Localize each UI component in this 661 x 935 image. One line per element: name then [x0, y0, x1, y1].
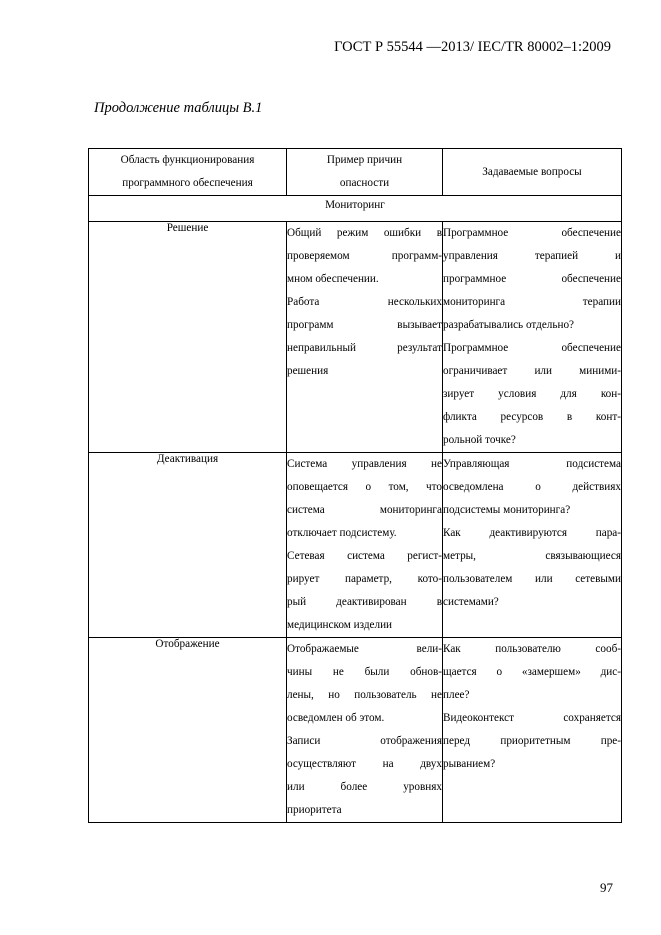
page-number: 97: [600, 880, 613, 895]
cause-line: оповещается о том, что: [287, 481, 442, 493]
section-row: [89, 196, 622, 222]
column-header-cause: [287, 149, 443, 196]
cause-line: Общий режим ошибки в: [287, 227, 442, 239]
question-line: управления терапией и: [443, 250, 621, 262]
cause-line: проверяемом программ-: [287, 250, 442, 262]
row-causes: [287, 453, 443, 638]
question-line: Управляющая подсистема: [443, 458, 621, 470]
column-header-line: программного обеспечения: [122, 177, 253, 189]
row-causes: [287, 638, 443, 823]
table-caption: Продолжение таблицы B.1: [94, 100, 263, 116]
table-row: [89, 638, 622, 823]
question-line: Видеоконтекст сохраняется: [443, 712, 621, 724]
row-area: Решение: [89, 222, 287, 453]
row-questions: [443, 638, 622, 823]
question-line: фликта ресурсов в конт-: [443, 411, 621, 423]
cause-line: мном обеспечении.: [287, 273, 379, 285]
hazard-table: [88, 148, 622, 823]
cause-line: Записи отображения: [287, 735, 442, 747]
row-questions: [443, 453, 622, 638]
question-line: плее?: [443, 689, 470, 701]
question-line: подсистемы мониторинга?: [443, 504, 571, 516]
question-line: мониторинга терапии: [443, 296, 621, 308]
cause-line: или более уровнях: [287, 781, 442, 793]
question-line: Как деактивируются пара-: [443, 527, 621, 539]
row-causes: [287, 222, 443, 453]
question-line: рыванием?: [443, 758, 496, 770]
cause-line: приоритета: [287, 804, 342, 816]
question-line: ограничивает или миними-: [443, 365, 621, 377]
question-line: Программное обеспечение: [443, 227, 621, 239]
cause-line: Система управления не: [287, 458, 442, 470]
cause-line: Работа нескольких: [287, 296, 442, 308]
table-row: [89, 453, 622, 638]
cause-line: рирует параметр, кото-: [287, 573, 442, 585]
column-header-area: [89, 149, 287, 196]
table-row: [89, 222, 622, 453]
question-line: Программное обеспечение: [443, 342, 621, 354]
cause-line: программ вызывает: [287, 319, 442, 331]
cause-line: рый деактивирован в: [287, 596, 442, 608]
question-line: пользователем или сетевыми: [443, 573, 621, 585]
column-header-questions: [443, 149, 622, 196]
question-line: щается о «замершем» дис-: [443, 666, 621, 678]
row-area: Отображение: [89, 638, 287, 823]
question-line: разрабатывались отдельно?: [443, 319, 575, 331]
column-header-line: Задаваемые вопросы: [482, 165, 582, 178]
question-line: программное обеспечение: [443, 273, 621, 285]
question-line: Как пользователю сооб-: [443, 643, 621, 655]
question-line: осведомлена о действиях: [443, 481, 621, 493]
cause-line: осведомлен об этом.: [287, 712, 385, 724]
cause-line: чины не были обнов-: [287, 666, 442, 678]
question-line: метры, связывающиеся: [443, 550, 621, 562]
row-area: Деактивация: [89, 453, 287, 638]
cause-line: медицинском изделии: [287, 619, 393, 631]
column-header-line: опасности: [339, 177, 390, 189]
cause-line: отключает подсистему.: [287, 527, 397, 539]
cause-line: система мониторинга: [287, 504, 442, 516]
document-header: ГОСТ Р 55544 —2013/ IEC/TR 80002–1:2009: [334, 39, 611, 55]
table-header-row: [89, 149, 622, 196]
question-line: рольной точке?: [443, 434, 516, 446]
column-header-line: Область функционирования: [120, 154, 255, 166]
question-line: перед приоритетным пре-: [443, 735, 621, 747]
question-line: зирует условия для кон-: [443, 388, 621, 400]
cause-line: Сетевая система регист-: [287, 550, 442, 562]
cause-line: лены, но пользователь не: [287, 689, 442, 701]
cause-line: неправильный результат: [287, 342, 442, 354]
row-questions: [443, 222, 622, 453]
cause-line: осуществляют на двух: [287, 758, 442, 770]
column-header-line: Пример причин: [326, 154, 403, 166]
section-title: Мониторинг: [89, 196, 622, 222]
cause-line: Отображаемые вели-: [287, 643, 442, 655]
question-line: системами?: [443, 596, 499, 608]
cause-line: решения: [287, 365, 329, 377]
